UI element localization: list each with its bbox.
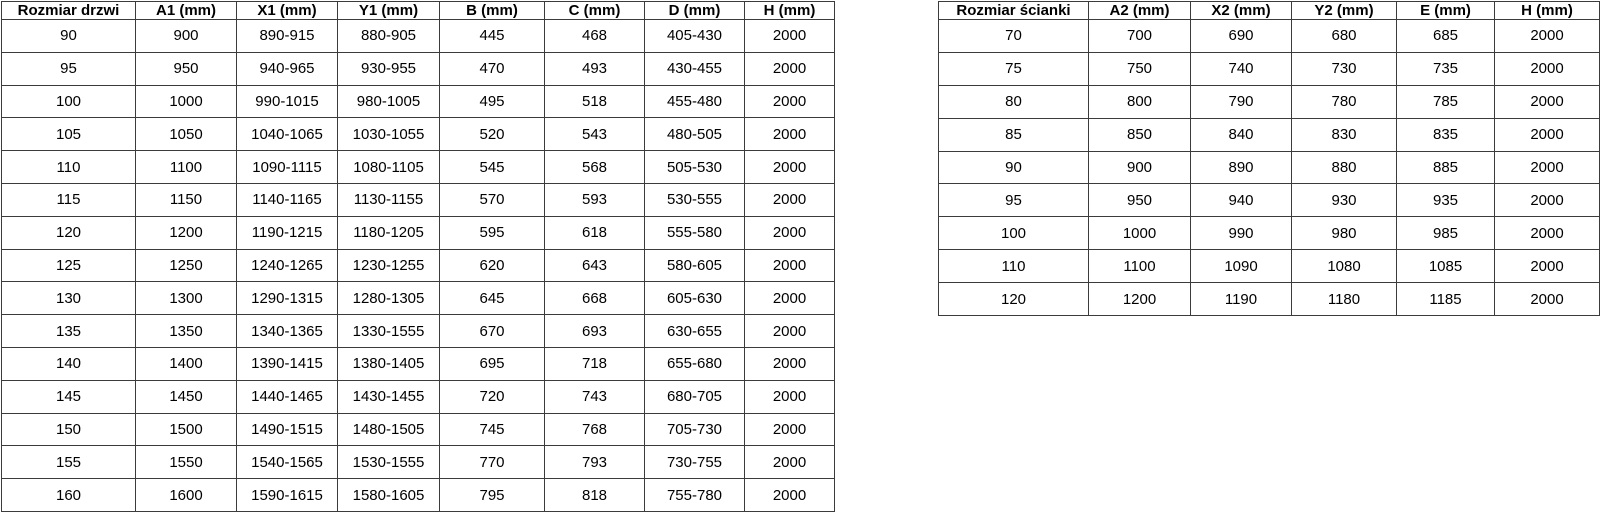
table-cell: 655-680 [645,347,745,380]
table-cell: 720 [440,380,545,413]
table-cell: 718 [545,347,645,380]
table-row [2,479,835,512]
table-cell: 670 [440,315,545,348]
table-cell: 780 [1292,85,1397,118]
table-cell: 643 [545,249,645,282]
table-cell: 1240-1265 [237,249,338,282]
table-cell: 1100 [1089,250,1191,283]
table-cell: 1380-1405 [338,347,440,380]
table-cell: 140 [2,347,136,380]
table-cell: 470 [440,52,545,85]
table-cell: 2000 [1495,85,1600,118]
table-cell: 680 [1292,20,1397,53]
table-cell: 2000 [745,249,835,282]
table-cell: 1600 [136,479,237,512]
table-cell: 990-1015 [237,85,338,118]
table-cell: 1280-1305 [338,282,440,315]
table-row [2,85,835,118]
table-cell: 685 [1397,20,1495,53]
table-cell: 800 [1089,85,1191,118]
table-cell: 1200 [1089,283,1191,316]
table-cell: 90 [939,151,1089,184]
table-cell: 1580-1605 [338,479,440,512]
column-header: X2 (mm) [1191,2,1292,20]
table-row [2,249,835,282]
column-header: Rozmiar drzwi [2,2,136,20]
table-cell: 1150 [136,183,237,216]
table-cell: 543 [545,118,645,151]
table-cell: 1040-1065 [237,118,338,151]
wall-size-table-body [939,20,1600,316]
table-cell: 695 [440,347,545,380]
table-cell: 935 [1397,184,1495,217]
table-cell: 120 [2,216,136,249]
table-cell: 1250 [136,249,237,282]
table-cell: 1030-1055 [338,118,440,151]
table-cell: 95 [2,52,136,85]
table-cell: 2000 [745,216,835,249]
table-row [2,446,835,479]
table-cell: 620 [440,249,545,282]
table-cell: 1190 [1191,283,1292,316]
table-row [2,183,835,216]
table-cell: 160 [2,479,136,512]
table-cell: 155 [2,446,136,479]
table-cell: 2000 [1495,52,1600,85]
table-cell: 1100 [136,151,237,184]
table-cell: 2000 [745,85,835,118]
table-cell: 145 [2,380,136,413]
column-header: C (mm) [545,2,645,20]
table-row [939,217,1600,250]
table-cell: 595 [440,216,545,249]
table-cell: 2000 [745,380,835,413]
column-header: B (mm) [440,2,545,20]
column-header: D (mm) [645,2,745,20]
table-cell: 885 [1397,151,1495,184]
table-cell: 730-755 [645,446,745,479]
column-header: A2 (mm) [1089,2,1191,20]
table-cell: 980-1005 [338,85,440,118]
table-cell: 1490-1515 [237,413,338,446]
table-cell: 2000 [1495,118,1600,151]
table-cell: 930 [1292,184,1397,217]
table-row [2,151,835,184]
table-cell: 2000 [745,446,835,479]
table-row [939,250,1600,283]
table-cell: 2000 [745,118,835,151]
table-row [2,282,835,315]
table-cell: 880-905 [338,20,440,53]
column-header: H (mm) [745,2,835,20]
column-header: H (mm) [1495,2,1600,20]
table-cell: 445 [440,20,545,53]
table-cell: 2000 [1495,283,1600,316]
table-cell: 980 [1292,217,1397,250]
table-cell: 100 [2,85,136,118]
table-cell: 580-605 [645,249,745,282]
table-cell: 890-915 [237,20,338,53]
table-cell: 950 [1089,184,1191,217]
table-cell: 468 [545,20,645,53]
table-cell: 840 [1191,118,1292,151]
table-cell: 1300 [136,282,237,315]
table-cell: 2000 [745,282,835,315]
table-cell: 900 [1089,151,1191,184]
table-cell: 830 [1292,118,1397,151]
table-cell: 130 [2,282,136,315]
table-cell: 990 [1191,217,1292,250]
table-cell: 2000 [745,347,835,380]
table-row [939,283,1600,316]
table-cell: 518 [545,85,645,118]
table-cell: 2000 [745,479,835,512]
table-cell: 818 [545,479,645,512]
door-size-table-header [2,2,835,20]
table-cell: 90 [2,20,136,53]
table-cell: 95 [939,184,1089,217]
table-cell: 1330-1555 [338,315,440,348]
table-cell: 930-955 [338,52,440,85]
table-cell: 1540-1565 [237,446,338,479]
table-row [2,347,835,380]
table-cell: 105 [2,118,136,151]
table-row [939,52,1600,85]
table-cell: 1080 [1292,250,1397,283]
table-row [2,216,835,249]
table-cell: 1090 [1191,250,1292,283]
table-cell: 530-555 [645,183,745,216]
table-cell: 1000 [1089,217,1191,250]
table-cell: 2000 [745,151,835,184]
table-cell: 110 [2,151,136,184]
table-cell: 455-480 [645,85,745,118]
table-cell: 940-965 [237,52,338,85]
table-row [2,20,835,53]
door-size-table-body [2,20,835,512]
table-cell: 150 [2,413,136,446]
table-cell: 1050 [136,118,237,151]
table-cell: 880 [1292,151,1397,184]
table-row [2,413,835,446]
table-cell: 735 [1397,52,1495,85]
column-header: Rozmiar ścianki [939,2,1089,20]
table-cell: 570 [440,183,545,216]
table-cell: 2000 [745,413,835,446]
table-cell: 1390-1415 [237,347,338,380]
table-cell: 110 [939,250,1089,283]
table-cell: 1080-1105 [338,151,440,184]
table-cell: 80 [939,85,1089,118]
header-row [939,2,1600,20]
column-header: X1 (mm) [237,2,338,20]
table-cell: 2000 [1495,20,1600,53]
table-cell: 593 [545,183,645,216]
table-cell: 1450 [136,380,237,413]
table-cell: 740 [1191,52,1292,85]
table-cell: 1200 [136,216,237,249]
table-row [939,118,1600,151]
table-cell: 1190-1215 [237,216,338,249]
table-cell: 125 [2,249,136,282]
table-cell: 1180-1205 [338,216,440,249]
table-cell: 645 [440,282,545,315]
table-cell: 2000 [745,183,835,216]
table-cell: 700 [1089,20,1191,53]
table-cell: 1430-1455 [338,380,440,413]
table-cell: 2000 [1495,151,1600,184]
table-cell: 690 [1191,20,1292,53]
table-cell: 2000 [1495,250,1600,283]
table-cell: 755-780 [645,479,745,512]
table-cell: 430-455 [645,52,745,85]
table-row [939,184,1600,217]
table-cell: 115 [2,183,136,216]
door-size-table [1,1,835,512]
table-cell: 495 [440,85,545,118]
table-row [939,151,1600,184]
table-cell: 605-630 [645,282,745,315]
column-header: Y1 (mm) [338,2,440,20]
table-cell: 835 [1397,118,1495,151]
table-cell: 1130-1155 [338,183,440,216]
table-cell: 890 [1191,151,1292,184]
table-cell: 1090-1115 [237,151,338,184]
table-cell: 1180 [1292,283,1397,316]
table-cell: 405-430 [645,20,745,53]
table-cell: 1340-1365 [237,315,338,348]
column-header: E (mm) [1397,2,1495,20]
table-cell: 850 [1089,118,1191,151]
table-cell: 85 [939,118,1089,151]
table-cell: 785 [1397,85,1495,118]
table-cell: 795 [440,479,545,512]
table-cell: 1230-1255 [338,249,440,282]
table-row [2,52,835,85]
wall-size-table [938,1,1600,316]
table-cell: 2000 [745,315,835,348]
table-cell: 1550 [136,446,237,479]
table-cell: 1400 [136,347,237,380]
table-row [2,118,835,151]
table-cell: 120 [939,283,1089,316]
table-row [2,380,835,413]
table-cell: 790 [1191,85,1292,118]
table-cell: 75 [939,52,1089,85]
table-cell: 1500 [136,413,237,446]
table-cell: 680-705 [645,380,745,413]
table-cell: 2000 [1495,217,1600,250]
table-cell: 2000 [745,20,835,53]
wall-size-table-header [939,2,1600,20]
table-row [939,85,1600,118]
table-cell: 793 [545,446,645,479]
table-cell: 1185 [1397,283,1495,316]
table-cell: 2000 [745,52,835,85]
table-cell: 618 [545,216,645,249]
table-cell: 668 [545,282,645,315]
column-header: A1 (mm) [136,2,237,20]
table-cell: 1350 [136,315,237,348]
table-cell: 1290-1315 [237,282,338,315]
table-cell: 770 [440,446,545,479]
table-cell: 1590-1615 [237,479,338,512]
table-cell: 705-730 [645,413,745,446]
table-cell: 505-530 [645,151,745,184]
table-cell: 630-655 [645,315,745,348]
table-cell: 950 [136,52,237,85]
table-cell: 568 [545,151,645,184]
table-cell: 1085 [1397,250,1495,283]
table-cell: 985 [1397,217,1495,250]
table-cell: 480-505 [645,118,745,151]
table-cell: 940 [1191,184,1292,217]
table-cell: 545 [440,151,545,184]
table-cell: 750 [1089,52,1191,85]
table-cell: 1440-1465 [237,380,338,413]
table-cell: 493 [545,52,645,85]
table-cell: 745 [440,413,545,446]
table-cell: 730 [1292,52,1397,85]
table-cell: 100 [939,217,1089,250]
table-cell: 520 [440,118,545,151]
table-cell: 135 [2,315,136,348]
table-cell: 1480-1505 [338,413,440,446]
table-cell: 70 [939,20,1089,53]
table-cell: 1530-1555 [338,446,440,479]
table-cell: 1140-1165 [237,183,338,216]
table-cell: 555-580 [645,216,745,249]
table-row [939,20,1600,53]
table-row [2,315,835,348]
table-cell: 768 [545,413,645,446]
table-cell: 743 [545,380,645,413]
table-cell: 2000 [1495,184,1600,217]
table-cell: 1000 [136,85,237,118]
table-cell: 693 [545,315,645,348]
column-header: Y2 (mm) [1292,2,1397,20]
header-row [2,2,835,20]
table-cell: 900 [136,20,237,53]
